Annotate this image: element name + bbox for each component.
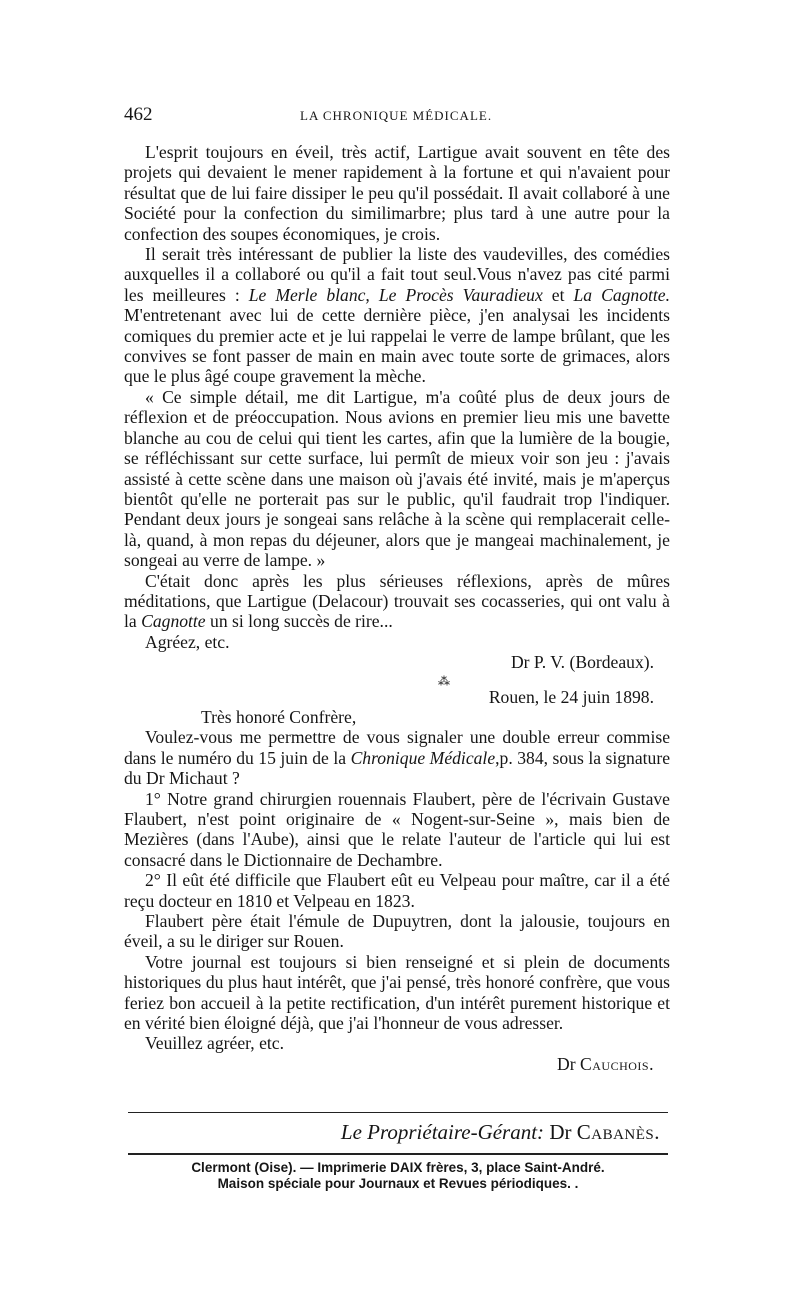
letter2-paragraph-3: 2° Il eût été difficile que Flaubert eût eu Velpeau pour maître, car il a été reçu docteur en 1810 et Velpeau en 1823. <box>124 870 670 911</box>
letter2-paragraph-5: Votre journal est toujours si bien renseigné et si plein de documents historiques du plus haut intérêt, que j'ai pensé, très honoré confrère, que vous feriez bon accueil à la petite rectification, d'un intérêt purement historique et en vérité bien éloigné déjà, que j'ai l'honneur de vous adresser. <box>124 951 670 1034</box>
page-header <box>124 104 672 130</box>
page-number: 462 <box>124 104 153 125</box>
letter2-closing: Veuillez agréer, etc. <box>145 1033 284 1054</box>
play-title-cagnotte-2: Cagnotte <box>141 611 206 632</box>
letter1-paragraph-3: « Ce simple détail, me dit Lartigue, m'a coûté plus de deux jours de réflexion et de préoccupation. Nous avions en premier lieu mis une bavette blanche au cou de celui qui tient les cartes, afin que la lumière de la bougie, se réfléchissant sur cette surface, lui permît de mieux voir son jeu : j'avais assisté à cette scène dans une maison où j'avais été invité, mais je m'aperçus bientôt qu'elle ne porterait pas sur le public, qu'il faudrait trop l'indiquer. Pendant deux jours je songeai sans relâche à la scène qui remplacerait celle-là, quand, à mon repas du déjeuner, alors que je mangeai machinalement, je songeai au verre de lampe. » <box>124 386 670 571</box>
letter1-p4-text-a: C'était donc après les plus sérieuses réflexions, après de mûres méditations, que Lartigue (Delacour) trouvait ses cocasseries, qui ont valu à la <box>124 570 670 632</box>
letter1-paragraph-4 <box>124 571 670 632</box>
letter2-signature <box>124 1054 670 1074</box>
journal-title: Chronique Médicale <box>350 747 496 768</box>
letter2-signature-prefix: Dr <box>557 1053 581 1074</box>
play-titles: Le Merle blanc, Le Procès Vauradieux <box>248 284 543 305</box>
letter2-p1-text-a: Voulez-vous me permettre de vous signaler une double erreur commise dans le numéro du 15 juin de la <box>124 727 670 768</box>
publisher-prefix: Dr <box>549 1120 577 1144</box>
letter1-signature: Dr P. V. (Bordeaux). <box>510 652 654 673</box>
body-text <box>124 142 670 1074</box>
letter1-paragraph-2 <box>124 244 670 387</box>
publisher-line <box>128 1118 668 1146</box>
letter2-p1-text-b: ,p. 384, sous la signature du Dr Michaut ? <box>124 747 671 789</box>
letter1-p4-text-b: un si long succès de rire... <box>205 611 393 632</box>
letter2-paragraph-4: Flaubert père était l'émule de Dupuytren, dont la jalousie, toujours en éveil, a su le diriger sur Rouen. <box>124 911 670 952</box>
letter1-closing: Agréez, etc. <box>145 631 230 652</box>
footer-rule-top <box>128 1112 668 1113</box>
play-title-cagnotte: La Cagnotte. <box>573 284 671 305</box>
letter1-paragraph-1: L'esprit toujours en éveil, très actif, Lartigue avait souvent en tête des projets qui devaient le mener rapidement à la fortune et qui n'avaient pour résultat que de lui faire dissiper le peu qu'il possédait. Il avait collaboré à une Société pour la confection du similimarbre; plus tard à une autre pour la confection des soupes économiques, je crois. <box>124 142 670 244</box>
letter1-p2-text-c: M'entretenant avec lui de cette dernière pièce, j'en analysai les incidents comiques du premier acte et je lui rappelai le verre de lampe brûlant, que les convives se font passer de main en main avec toute sorte de grimaces, alors que le plus âgé coupe gravement la mèche. <box>124 305 670 387</box>
letter2-date: Rouen, le 24 juin 1898. <box>488 686 654 707</box>
letter2-signature-name: Cauchois. <box>580 1053 654 1074</box>
letter2-paragraph-1 <box>124 727 670 788</box>
publisher-name: Cabanès. <box>576 1120 660 1144</box>
printer-line-2: Maison spéciale pour Journaux et Revues périodiques. . <box>217 1176 579 1191</box>
printer-line-1: Clermont (Oise). — Imprimerie DAIX frères, 3, place Saint-André. <box>191 1160 605 1175</box>
letter2-paragraph-2: 1° Notre grand chirurgien rouennais Flaubert, père de l'écrivain Gustave Flaubert, n'est point originaire de « Nogent-sur-Seine », mais bien de Mezières (dans l'Aube), ainsi que le relate l'auteur de l'article qui lui est consacré dans le Dictionnaire de Dechambre. <box>124 788 670 870</box>
footer-rule-bottom <box>128 1153 668 1155</box>
letter1-p2-text-a: Il serait très intéressant de publier la liste des vaudevilles, des comédies auxquelles il a collaboré ou qu'il a fait tout seul.Vous n'avez pas cité parmi les meilleures : <box>124 244 670 305</box>
letter2-salutation: Très honoré Confrère, <box>201 706 357 727</box>
publisher-role: Le Propriétaire-Gérant: <box>340 1120 545 1144</box>
running-head: LA CHRONIQUE MÉDICALE. <box>300 108 493 123</box>
letter1-p2-text-b: et <box>542 284 574 305</box>
section-separator: ⁂ <box>438 673 452 688</box>
printer-imprint <box>128 1160 668 1192</box>
